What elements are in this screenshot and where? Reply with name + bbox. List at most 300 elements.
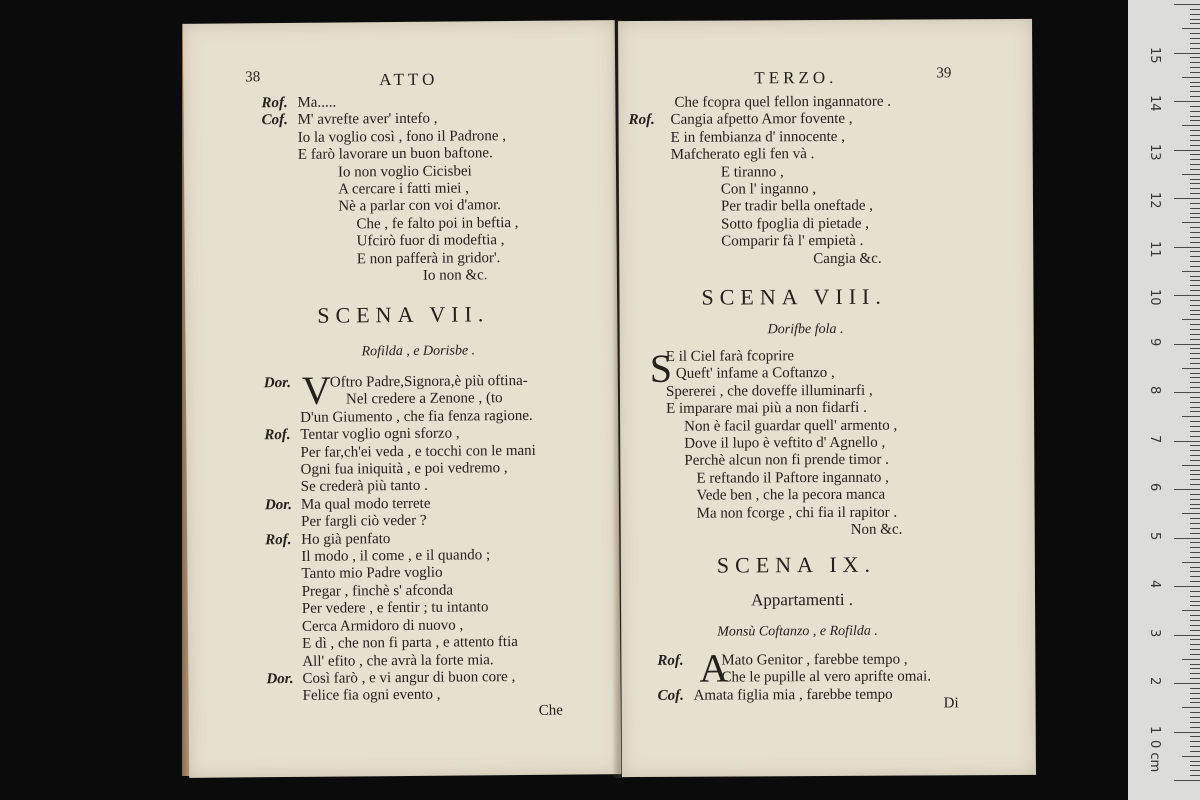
ruler-label: 12 — [1147, 192, 1162, 209]
ruler-tick — [1190, 397, 1200, 398]
ruler-tick — [1190, 596, 1200, 597]
ruler-tick — [1190, 203, 1200, 204]
verse-text: Sotto fpoglia di pietade , — [721, 215, 870, 233]
ruler-tick — [1190, 499, 1200, 500]
left-verse-top — [261, 93, 519, 287]
ruler-tick — [1190, 746, 1200, 747]
ruler-tick — [1182, 756, 1200, 757]
ruler-tick — [1190, 751, 1200, 752]
speaker-label: Rof. — [628, 112, 655, 129]
ruler-tick — [1182, 562, 1200, 563]
ruler-tick — [1190, 154, 1200, 155]
ruler-tick — [1190, 494, 1200, 495]
ruler-tick — [1190, 668, 1200, 669]
ruler-tick — [1190, 576, 1200, 577]
speaker-label: Cof. — [261, 112, 288, 129]
verse-text: Per tradir bella oneftade , — [720, 198, 874, 215]
speaker-label — [265, 462, 301, 480]
scene-personae-vii: Rofilda , e Dorisbe . — [361, 343, 476, 360]
verse-text: Mato Genitor , farebbe tempo , — [721, 651, 908, 669]
verse-line — [262, 163, 518, 183]
speaker-label — [262, 182, 298, 200]
verse-text: Dove il lupo è veftito d' Agnello , — [684, 434, 886, 452]
catchword-right: Di — [943, 695, 959, 712]
ruler-tick — [1174, 780, 1200, 781]
ruler-tick — [1190, 237, 1200, 238]
verse-line — [630, 487, 902, 506]
verse-text: Felice fia ogni evento , — [302, 686, 441, 705]
verse-line — [629, 146, 892, 165]
ruler-tick — [1190, 261, 1200, 262]
speaker-label — [264, 410, 300, 428]
ruler-tick — [1190, 712, 1200, 713]
ruler-label: 11 — [1147, 240, 1162, 258]
ruler-tick — [1190, 208, 1200, 209]
ruler-tick — [1190, 300, 1200, 301]
verse-text: Cangia afpetto Amor fovente , — [670, 111, 853, 129]
ruler-tick — [1174, 538, 1200, 539]
ruler-label: 4 — [1147, 580, 1162, 589]
ruler-tick — [1190, 445, 1200, 446]
scene-heading-viii: SCENA VIII. — [701, 283, 887, 310]
speaker-label — [629, 130, 665, 148]
speaker-label: Cof. — [657, 687, 684, 704]
verse-line — [629, 250, 892, 269]
ruler-tick — [1182, 659, 1200, 660]
ruler-tick — [1174, 247, 1200, 248]
speaker-label — [262, 199, 298, 217]
verse-text: Io non &c. — [422, 267, 488, 284]
ruler-tick — [1190, 542, 1200, 543]
speaker-label — [631, 523, 667, 541]
ruler-tick — [1174, 344, 1200, 345]
ruler-tick — [1190, 567, 1200, 568]
speaker-label — [630, 453, 666, 471]
verse-text: Nel credere a Zenone , (to — [345, 390, 503, 408]
verse-line — [630, 365, 902, 384]
verse-text: E reftando il Paftore ingannato , — [696, 469, 889, 487]
ruler-tick — [1190, 654, 1200, 655]
ruler-tick — [1190, 436, 1200, 437]
ruler-tick — [1190, 324, 1200, 325]
verse-line — [630, 417, 902, 436]
dropcap-v: V — [301, 367, 332, 413]
right-verse-top — [628, 94, 892, 269]
ruler-tick — [1190, 615, 1200, 616]
ruler-tick — [1190, 741, 1200, 742]
running-head-right: TERZO. — [754, 67, 838, 88]
verse-text: D'un Giumento , che fia fenza ragione. — [300, 407, 533, 426]
ruler-tick — [1190, 193, 1200, 194]
left-verse-bottom — [263, 367, 538, 706]
ruler-tick — [1190, 664, 1200, 665]
ruler-tick — [1190, 552, 1200, 553]
verse-text: M' avrefte aver' intefo , — [297, 111, 438, 129]
verse-line — [629, 216, 892, 235]
verse-text: Per vedere , e fentir ; tu intanto — [301, 599, 489, 618]
ruler-tick — [1190, 329, 1200, 330]
speaker-label — [266, 636, 302, 654]
ruler-tick — [1190, 213, 1200, 214]
verse-text: Se crederà più tanto . — [300, 478, 428, 496]
ruler-tick — [1190, 38, 1200, 39]
verse-text: Ho già penfato — [301, 530, 391, 548]
ruler-tick — [1182, 368, 1200, 369]
ruler-label: 6 — [1147, 483, 1162, 492]
dropcap-a: A — [699, 645, 729, 691]
verse-text: Tentar voglio ogni sforzo , — [300, 425, 460, 444]
ruler-tick — [1190, 649, 1200, 650]
speaker-label: Dor. — [264, 496, 293, 514]
ruler-tick — [1190, 601, 1200, 602]
ruler-tick — [1190, 644, 1200, 645]
ruler-label: 10 — [1147, 289, 1162, 306]
verse-line — [630, 400, 902, 419]
verse-text: Ma non fcorge , chi fia il rapitor . — [696, 504, 898, 522]
verse-line — [629, 233, 892, 252]
ruler-tick — [1190, 164, 1200, 165]
verse-text: Io non voglio Cicisbei — [337, 163, 472, 181]
ruler-tick — [1190, 290, 1200, 291]
speaker-label — [265, 479, 301, 497]
ruler-tick — [1190, 377, 1200, 378]
verse-line — [262, 128, 518, 148]
verse-text: Per far,ch'ei veda , e tocchi con le mani — [300, 442, 536, 461]
ruler-tick — [1190, 639, 1200, 640]
ruler-tick — [1190, 179, 1200, 180]
speaker-label — [629, 199, 665, 217]
ruler-label: 7 — [1147, 434, 1162, 443]
ruler-tick — [1182, 465, 1200, 466]
right-verse-bottom — [657, 645, 932, 705]
ruler-tick — [1190, 736, 1200, 737]
verse-line — [657, 651, 931, 670]
folio-left: 38 — [245, 69, 261, 86]
ruler-label: 14 — [1147, 95, 1162, 112]
ruler-tick — [1190, 717, 1200, 718]
verse-line — [630, 435, 902, 454]
verse-text: E non pafferà in gridor'. — [356, 249, 501, 268]
ruler-tick — [1190, 407, 1200, 408]
verse-line — [630, 452, 902, 471]
speaker-label — [266, 653, 302, 671]
ruler-tick — [1190, 523, 1200, 524]
speaker-label — [263, 269, 299, 287]
verse-line — [263, 250, 519, 270]
ruler-label: 3 — [1147, 628, 1162, 637]
ruler-tick — [1190, 86, 1200, 87]
ruler-tick — [1190, 373, 1200, 374]
verse-text: Vede ben , che la pecora manca — [696, 486, 886, 504]
dropcap-s: S — [649, 345, 673, 391]
verse-text: Oftro Padre,Signora,è più oftina- — [329, 372, 528, 391]
speaker-label — [631, 505, 667, 523]
speaker-label — [262, 147, 298, 165]
ruler-tick — [1182, 28, 1200, 29]
ruler-tick — [1190, 533, 1200, 534]
verse-text: Perchè alcun non fi prende timor . — [684, 452, 889, 470]
speaker-label — [262, 165, 298, 183]
verse-line — [629, 198, 892, 217]
speaker-label — [629, 147, 665, 165]
verse-text: Queft' infame a Coftanzo , — [675, 365, 835, 383]
ruler-tick — [1190, 227, 1200, 228]
ruler-label: 5 — [1147, 531, 1162, 540]
verse-line — [265, 460, 536, 480]
ruler-tick — [1174, 4, 1200, 5]
scene-setting-ix: Appartamenti . — [751, 589, 854, 610]
ruler-tick — [1174, 53, 1200, 54]
scene-personae-viii: Dorifbe fola . — [767, 321, 844, 338]
speaker-label — [266, 584, 302, 602]
scene-personae-ix: Monsù Coftanzo , e Rofilda . — [717, 623, 878, 640]
ruler-tick — [1190, 358, 1200, 359]
verse-line — [631, 504, 903, 523]
ruler-label: 0 cm — [1147, 740, 1162, 773]
ruler-tick — [1174, 101, 1200, 102]
verse-line — [263, 232, 519, 252]
ruler-tick — [1190, 33, 1200, 34]
ruler-tick — [1190, 169, 1200, 170]
verse-text: Pregar , finchè s' afconda — [301, 582, 454, 600]
verse-text: All' efito , che avrà la forte mia. — [302, 651, 494, 670]
verse-line — [264, 408, 535, 428]
ruler-tick — [1190, 504, 1200, 505]
speaker-label: Rof. — [261, 94, 288, 112]
verse-text: Non è facil guardar quell' armento , — [684, 417, 898, 435]
ruler-tick — [1190, 106, 1200, 107]
verse-line — [630, 348, 902, 367]
folio-right: 39 — [936, 65, 952, 82]
ruler-label: 13 — [1147, 143, 1162, 161]
ruler-tick — [1190, 91, 1200, 92]
ruler-tick — [1190, 116, 1200, 117]
verse-text: Io la voglio così , fono il Padrone , — [297, 127, 507, 146]
ruler-tick — [1190, 484, 1200, 485]
verse-line — [262, 145, 518, 165]
ruler-tick — [1190, 57, 1200, 58]
verse-text: Cangia &c. — [813, 250, 882, 267]
verse-line — [266, 669, 537, 689]
ruler-tick — [1190, 605, 1200, 606]
ruler-tick — [1190, 43, 1200, 44]
verse-text: Amata figlia mia , farebbe tempo — [693, 686, 893, 704]
ruler-tick — [1190, 528, 1200, 529]
verse-text: E dì , che non fi parta , e attento ftia — [302, 634, 518, 652]
ruler-tick — [1190, 387, 1200, 388]
ruler-tick — [1190, 145, 1200, 146]
ruler-tick — [1190, 688, 1200, 689]
verse-text: Che fcopra quel fellon ingannatore . — [674, 93, 892, 111]
verse-line — [262, 215, 518, 235]
speaker-label: Dor. — [266, 670, 294, 688]
ruler-tick — [1182, 222, 1200, 223]
verse-line — [629, 163, 892, 182]
speaker-label — [657, 670, 693, 688]
speaker-label — [630, 384, 666, 402]
ruler-tick — [1190, 334, 1200, 335]
ruler-tick — [1174, 683, 1200, 684]
ruler-tick — [1190, 363, 1200, 364]
ruler-tick — [1190, 479, 1200, 480]
ruler-tick — [1174, 441, 1200, 442]
ruler-tick — [1174, 150, 1200, 151]
speaker-label — [267, 688, 303, 706]
ruler-tick — [1182, 271, 1200, 272]
right-page — [618, 19, 1036, 777]
speaker-label — [628, 95, 664, 113]
speaker-label — [629, 164, 665, 182]
speaker-label — [630, 488, 666, 506]
verse-line — [266, 634, 537, 654]
verse-line — [631, 522, 903, 541]
ruler-tick — [1190, 411, 1200, 412]
speaker-label: Rof. — [265, 531, 292, 548]
speaker-label — [265, 549, 301, 567]
ruler-label: 9 — [1147, 337, 1162, 346]
ruler-tick — [1190, 630, 1200, 631]
ruler-tick — [1190, 474, 1200, 475]
ruler-tick — [1190, 280, 1200, 281]
catchword-left: Che — [538, 702, 563, 719]
ruler-tick — [1190, 678, 1200, 679]
verse-text: Nè a parlar con voi d'amor. — [338, 197, 502, 215]
ruler-tick — [1190, 339, 1200, 340]
scene-heading-vii: SCENA VII. — [317, 301, 490, 328]
ruler-tick — [1190, 693, 1200, 694]
speaker-label — [265, 566, 301, 584]
verse-line — [629, 128, 892, 147]
speaker-label — [629, 252, 665, 270]
ruler-tick — [1190, 348, 1200, 349]
ruler-label: 8 — [1147, 386, 1162, 395]
speaker-label — [264, 445, 300, 463]
verse-line — [261, 93, 517, 113]
verse-text: Che le pupille al vero aprifte omai. — [721, 668, 932, 686]
ruler-tick — [1190, 82, 1200, 83]
speaker-label: Rof. — [657, 652, 684, 669]
speaker-label — [266, 619, 302, 637]
ruler-tick — [1190, 722, 1200, 723]
verse-text: Ogni fua iniquità , e poi vedremo , — [300, 460, 508, 478]
verse-text: Per fargli ciò veder ? — [301, 513, 427, 531]
ruler-tick — [1190, 72, 1200, 73]
ruler-tick — [1190, 426, 1200, 427]
ruler-tick — [1190, 455, 1200, 456]
ruler-tick — [1190, 698, 1200, 699]
speaker-label — [265, 514, 301, 532]
ruler-tick — [1190, 775, 1200, 776]
speaker-label — [630, 401, 666, 419]
ruler-tick — [1190, 120, 1200, 121]
ruler-label: 2 — [1147, 677, 1162, 686]
ruler-tick — [1174, 732, 1200, 733]
verse-text: Che , fe falto poi in beftia , — [356, 214, 519, 233]
ruler-tick — [1190, 9, 1200, 10]
speaker-label: Dor. — [263, 374, 292, 392]
ruler-tick — [1182, 513, 1200, 514]
ruler-tick — [1182, 610, 1200, 611]
speaker-label — [263, 252, 299, 270]
verse-text: E farò lavorare un buon baftone. — [297, 145, 493, 164]
ruler-tick — [1190, 765, 1200, 766]
speaker-label — [630, 436, 666, 454]
ruler-tick — [1174, 198, 1200, 199]
speaker-label — [630, 349, 666, 367]
ruler-tick — [1190, 188, 1200, 189]
ruler-tick — [1190, 256, 1200, 257]
ruler-tick — [1182, 174, 1200, 175]
ruler-tick — [1190, 508, 1200, 509]
speaker-label — [630, 366, 666, 384]
ruler-tick — [1190, 727, 1200, 728]
speaker-label — [630, 471, 666, 489]
verse-text: Con l' inganno , — [720, 181, 817, 198]
verse-text: Non &c. — [850, 521, 903, 538]
ruler-label: 1 — [1147, 725, 1162, 734]
ruler-tick — [1190, 460, 1200, 461]
verse-text: E tiranno , — [720, 163, 784, 181]
speaker-label — [629, 217, 665, 235]
ruler-tick — [1190, 62, 1200, 63]
verse-line — [267, 686, 538, 706]
speaker-label — [266, 601, 302, 619]
ruler-tick — [1190, 702, 1200, 703]
ruler-tick — [1174, 586, 1200, 587]
ruler-tick — [1190, 310, 1200, 311]
verse-line — [657, 669, 931, 688]
ruler-tick — [1182, 125, 1200, 126]
verse-line — [658, 686, 932, 705]
ruler-tick — [1190, 159, 1200, 160]
verse-text: Ma qual modo terrete — [300, 495, 431, 513]
speaker-label — [262, 217, 298, 235]
verse-text: E in fembianza d' innocente , — [670, 128, 845, 146]
ruler-tick — [1190, 232, 1200, 233]
verse-line — [263, 267, 519, 287]
verse-text: Ma..... — [297, 94, 337, 111]
ruler-tick — [1190, 140, 1200, 141]
ruler-tick — [1190, 266, 1200, 267]
verse-line — [262, 180, 518, 200]
ruler-tick — [1190, 547, 1200, 548]
ruler-tick — [1190, 450, 1200, 451]
ruler-tick — [1190, 470, 1200, 471]
ruler-tick — [1190, 183, 1200, 184]
ruler-tick — [1182, 416, 1200, 417]
ruler-tick — [1190, 276, 1200, 277]
ruler-tick — [1190, 581, 1200, 582]
verse-text: Così farò , e vi angur di buon core , — [302, 668, 516, 687]
verse-text: Mafcherato egli fen và . — [670, 146, 815, 164]
ruler-tick — [1190, 111, 1200, 112]
verse-text: Tanto mio Padre voglio — [301, 565, 443, 583]
left-page — [183, 20, 622, 778]
ruler-tick — [1190, 217, 1200, 218]
verse-text: Ufcirò fuor di modeftia , — [356, 232, 505, 250]
ruler-tick — [1190, 135, 1200, 136]
verse-text: E il Ciel farà fcoprire — [665, 348, 795, 365]
ruler-tick — [1190, 518, 1200, 519]
ruler-tick — [1190, 673, 1200, 674]
verse-line — [630, 469, 902, 488]
verse-line — [629, 111, 892, 130]
verse-text: Spererei , che doveffe illuminarfi , — [665, 382, 873, 400]
ruler-tick — [1190, 620, 1200, 621]
verse-text: Comparir fà l' empietà . — [721, 233, 864, 250]
ruler-tick — [1190, 14, 1200, 15]
ruler-tick — [1190, 571, 1200, 572]
